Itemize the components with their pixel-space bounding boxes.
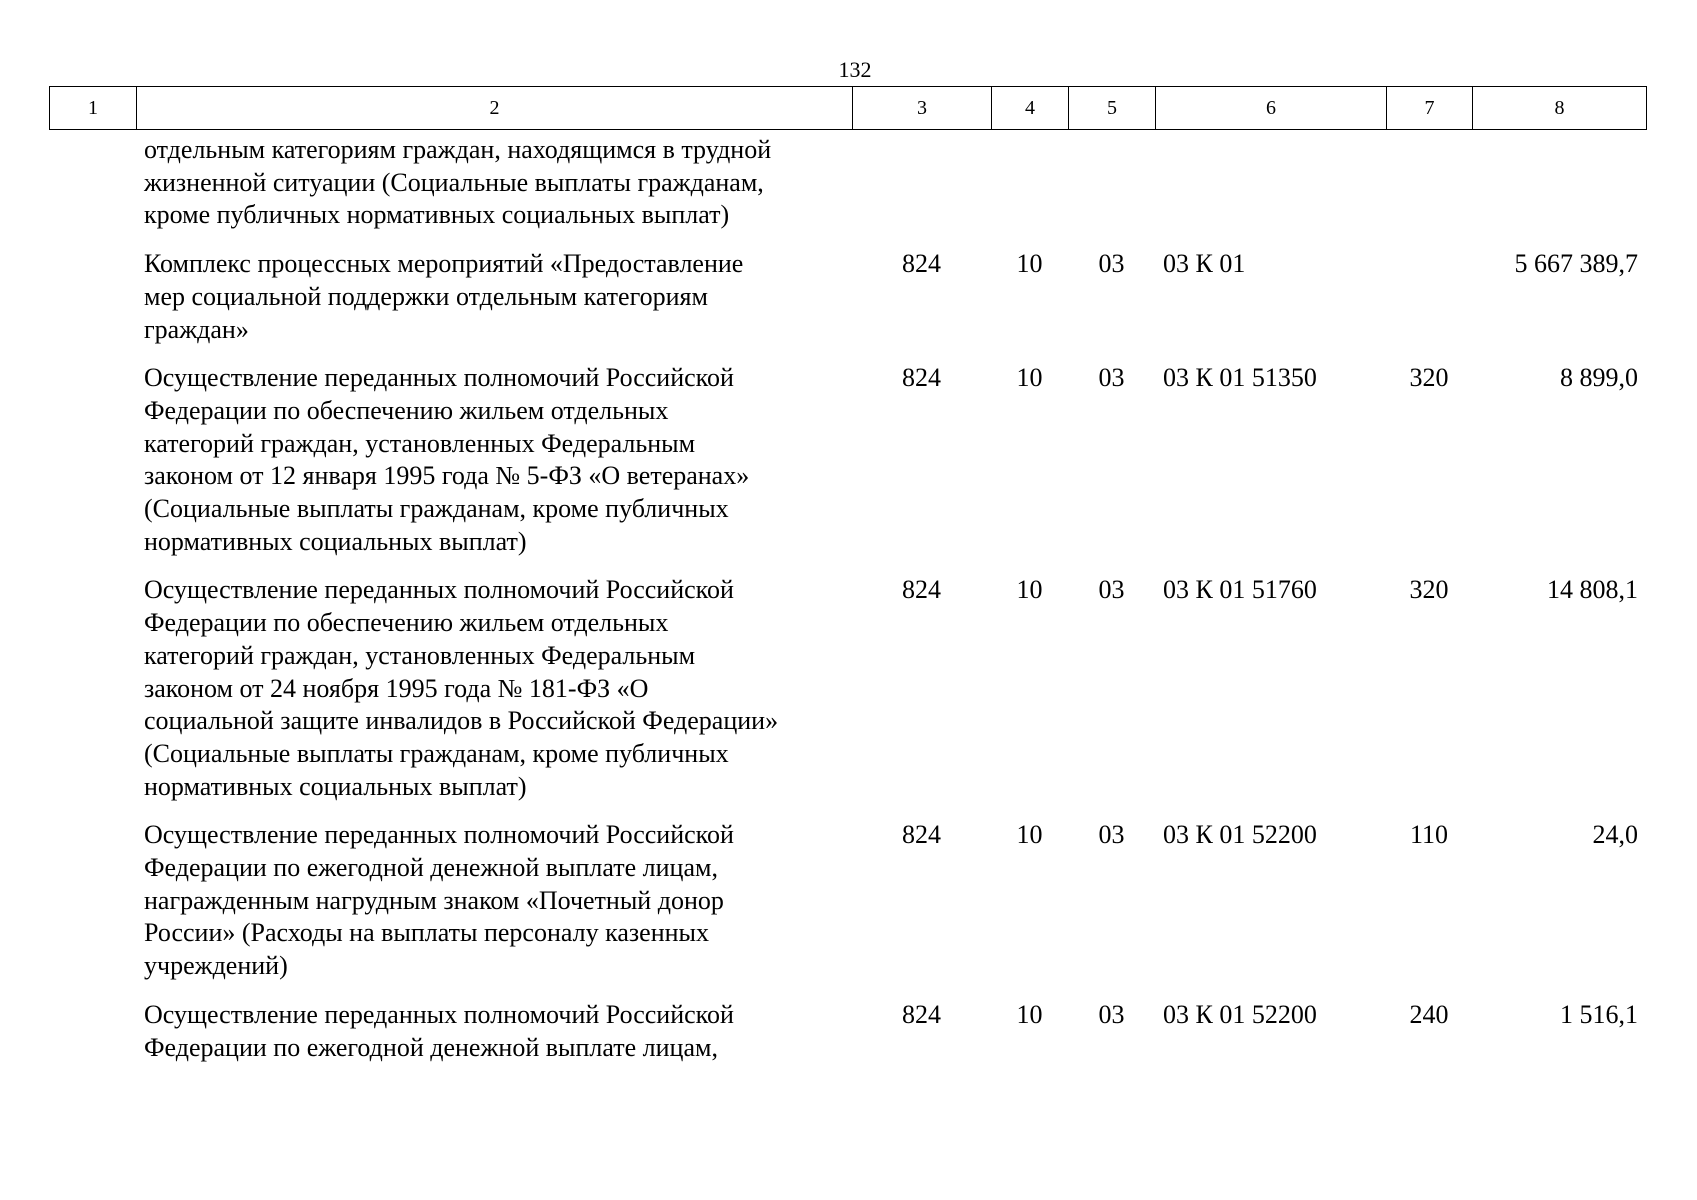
row-col-6	[1155, 134, 1386, 232]
row-col-8: 24,0	[1592, 820, 1638, 850]
column-header-7: 7	[1387, 87, 1473, 130]
row-col-4: 10	[1016, 820, 1043, 850]
row-col-5: 03	[1098, 820, 1125, 850]
row-col-6: 03 К 01 51350	[1163, 363, 1317, 393]
table-row	[49, 134, 1646, 232]
row-col-4: 10	[1016, 575, 1043, 605]
table-row	[49, 999, 1646, 1064]
column-header-4: 4	[992, 87, 1069, 130]
column-header-3: 3	[853, 87, 992, 130]
row-col-5: 03	[1098, 999, 1125, 1029]
row-description: отдельным категориям граждан, находящимся в трудной жизненной ситуации (Социальные выплаты гражданам, кроме публичных нормативных социальных выплат)	[144, 135, 772, 230]
row-col-6: 03 К 01 51760	[1163, 575, 1317, 605]
table-body	[49, 134, 1646, 1080]
row-col-5	[1068, 134, 1155, 232]
row-col-5: 03	[1098, 249, 1125, 279]
column-header-8: 8	[1473, 87, 1647, 130]
column-header-6: 6	[1156, 87, 1387, 130]
row-col-4: 10	[1016, 249, 1043, 279]
row-col-7	[1386, 134, 1472, 232]
row-description: Осуществление переданных полномочий Российской Федерации по ежегодной денежной выплате лицам,	[144, 999, 734, 1062]
column-header-2: 2	[137, 87, 853, 130]
column-header-row	[50, 87, 1647, 130]
row-col-7: 240	[1409, 999, 1449, 1029]
row-col-4: 10	[1016, 363, 1043, 393]
row-col-7	[1386, 248, 1472, 346]
row-col-8: 1 516,1	[1560, 999, 1638, 1029]
row-col-6: 03 К 01	[1163, 249, 1246, 279]
row-col-3: 824	[902, 575, 941, 605]
row-col-3: 824	[902, 249, 941, 279]
row-col-5: 03	[1098, 363, 1125, 393]
row-col-4: 10	[1016, 999, 1043, 1029]
row-col-3: 824	[902, 999, 941, 1029]
row-col-3: 824	[902, 363, 941, 393]
row-col-4	[991, 134, 1068, 232]
row-col-7: 320	[1409, 363, 1449, 393]
row-description: Осуществление переданных полномочий Российской Федерации по обеспечению жильем отдельных категорий граждан, установленных Федеральным законом от 12 января 1995 года № 5-ФЗ «О ветеранах» (Социальные выплаты гражданам, кроме публичных нормативных социальных выплат)	[144, 363, 750, 556]
row-col-8: 14 808,1	[1547, 575, 1638, 605]
row-col-7: 110	[1409, 820, 1449, 850]
row-col-5: 03	[1098, 575, 1125, 605]
table-row	[49, 819, 1646, 983]
row-description: Осуществление переданных полномочий Российской Федерации по ежегодной денежной выплате лицам, награжденным нагрудным знаком «Почетный донор России» (Расходы на выплаты персоналу казенных учреждений)	[144, 820, 734, 981]
row-col-7: 320	[1409, 575, 1449, 605]
row-col-8	[1472, 134, 1646, 232]
column-header-table	[49, 86, 1647, 130]
column-header-1: 1	[50, 87, 137, 130]
column-header-5: 5	[1069, 87, 1156, 130]
table-row	[49, 574, 1646, 803]
row-col-8: 8 899,0	[1560, 363, 1638, 393]
row-col-3: 824	[902, 820, 941, 850]
row-description: Осуществление переданных полномочий Российской Федерации по обеспечению жильем отдельных категорий граждан, установленных Федеральным законом от 24 ноября 1995 года № 181-ФЗ «О социальной защите инвалидов в Российской Федерации» (Социальные выплаты гражданам, кроме публичных нормативных социальных выплат)	[144, 575, 779, 801]
row-col-8: 5 667 389,7	[1514, 249, 1638, 279]
table-row	[49, 248, 1646, 346]
row-col-6: 03 К 01 52200	[1163, 820, 1317, 850]
row-description: Комплекс процессных мероприятий «Предоставление мер социальной поддержки отдельным категориям граждан»	[144, 249, 744, 344]
row-col-3	[852, 134, 991, 232]
table-row	[49, 362, 1646, 558]
row-col-6: 03 К 01 52200	[1163, 999, 1317, 1029]
page-number: 132	[838, 57, 872, 82]
